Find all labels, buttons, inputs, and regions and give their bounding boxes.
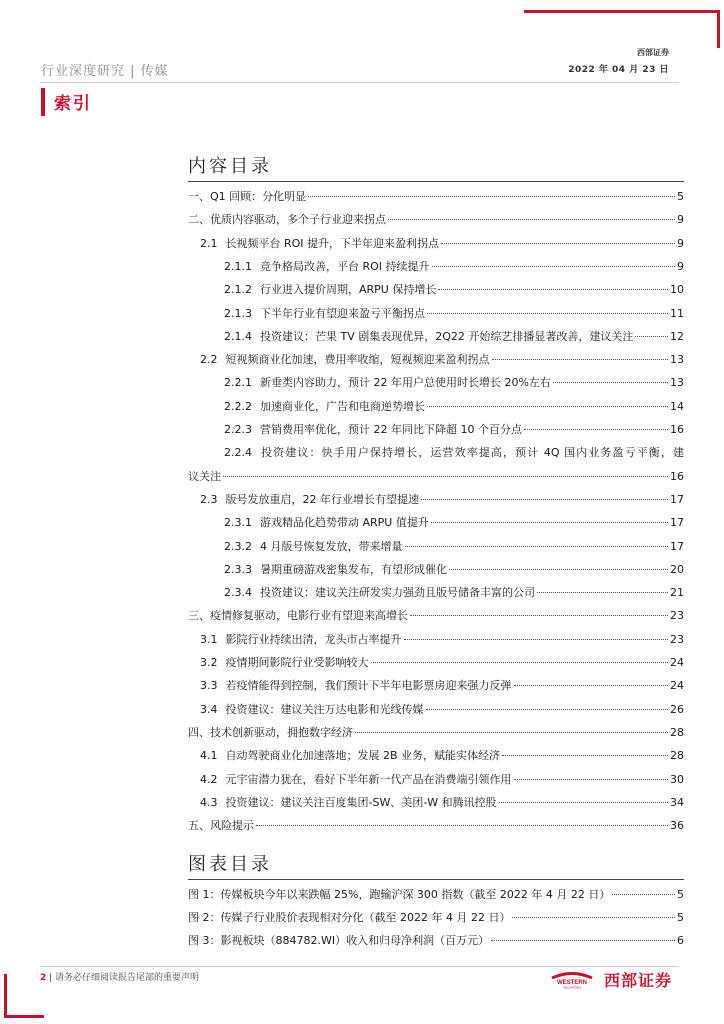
toc-entry-text: 新垂类内容助力，预计 22 年用户总使用时长增长 20%左右	[260, 376, 551, 390]
toc-entry-text: 一、Q1 回顾：分化明显	[188, 190, 307, 203]
toc-entry-page: 28	[670, 749, 684, 763]
toc-entry-page: 10	[670, 283, 684, 297]
dot-leader	[308, 196, 675, 197]
toc-entry-page: 23	[670, 632, 684, 646]
dot-leader	[438, 289, 668, 290]
toc-entry-number: 3.4	[200, 702, 218, 716]
dot-leader	[410, 615, 668, 616]
toc-entry-number: 3.1	[200, 632, 218, 646]
toc-entry-text: 游戏精品化趋势带动 ARPU 值提升	[260, 516, 429, 530]
toc-entry-text: 疫情期间影院行业受影响较大	[225, 656, 369, 669]
footer-divider	[40, 966, 679, 967]
dot-leader	[502, 755, 668, 756]
index-title: 索引	[54, 94, 92, 114]
toc-entry-text: 行业进入提价周期，ARPU 保持增长	[260, 283, 437, 297]
toc-entry[interactable]	[188, 563, 684, 577]
toc-entry-page: 34	[670, 795, 684, 809]
header-brand: 西部证券	[637, 48, 669, 57]
dot-leader	[514, 685, 669, 686]
toc-entry-page: 16	[670, 423, 684, 436]
toc-entry-text: 影院行业持续出清，龙头市占率提升	[225, 632, 402, 646]
toc-entry-number: 2.2	[200, 353, 218, 367]
figure-entry[interactable]	[188, 911, 684, 925]
toc-entry-number: 2.1.1	[224, 259, 252, 273]
toc-entry-number: 3.2	[200, 656, 218, 669]
dot-leader	[537, 592, 668, 593]
header-divider	[40, 82, 679, 83]
toc-entry-number: 2.1.4	[224, 329, 252, 343]
toc-entry-text: 投资建议：建议关注百度集团-SW、美团-W 和腾讯控股	[225, 795, 497, 809]
figures-title-rule	[188, 879, 684, 880]
dot-leader	[431, 522, 668, 523]
toc-entry[interactable]	[188, 609, 684, 623]
index-accent-bar	[41, 88, 45, 116]
toc-entry-number: 3.3	[200, 679, 218, 693]
report-category: 行业深度研究 | 传媒	[41, 64, 169, 79]
toc-entry-page: 21	[670, 586, 684, 600]
toc-entry[interactable]	[188, 470, 684, 484]
toc-entry-page: 5	[677, 888, 684, 901]
dot-leader	[612, 894, 675, 895]
dot-leader	[421, 499, 668, 500]
dot-leader	[432, 266, 675, 267]
toc-entry-text: 4 月版号恢复发放，带来增量	[260, 539, 403, 553]
toc-entry-page: 36	[670, 819, 684, 833]
toc-entry[interactable]	[188, 796, 684, 810]
logo-en-text: WESTERN	[556, 979, 587, 986]
toc-entry-text: 竞争格局改善，平台 ROI 持续提升	[260, 259, 430, 273]
dot-leader	[404, 639, 669, 640]
dot-leader	[223, 476, 668, 477]
toc-entry-page: 20	[670, 562, 684, 576]
toc-entry-number: 4.2	[200, 772, 218, 786]
dot-leader	[427, 406, 668, 407]
toc-entry[interactable]	[188, 376, 684, 390]
toc-entry-text: 营销费用率优化，预计 22 年同比下降超 10 个百分点	[260, 423, 522, 436]
toc-entry-number: 2.3.3	[224, 562, 252, 576]
toc-title: 内容目录	[188, 156, 272, 177]
toc-entry-page: 9	[677, 259, 684, 273]
toc-entry[interactable]	[188, 749, 684, 763]
toc-entry-page: 23	[670, 609, 684, 623]
toc-entry-number: 2.3.1	[224, 516, 252, 530]
toc-entry-text: 投资建议：建议关注研发实力强劲且版号储备丰富的公司	[260, 586, 535, 600]
toc-entry-page: 17	[670, 492, 684, 506]
toc-entry-text: 版号发放重启，22 年行业增长有望提速	[225, 492, 419, 506]
toc-entry[interactable]	[188, 237, 684, 251]
toc-entry-text-continued: 议关注	[188, 469, 221, 483]
toc-entry-number: 4.1	[200, 749, 218, 763]
toc-entry-text: 图 2：传媒子行业股价表现相对分化（截至 2022 年 4 月 22 日）	[188, 911, 511, 924]
toc-entry-text: 投资建议：建议关注万达电影和光线传媒	[225, 702, 424, 716]
toc-entry-number: 2.2.3	[224, 423, 252, 436]
toc-entry[interactable]	[188, 493, 684, 507]
toc-entry-page: 24	[670, 656, 684, 669]
toc-entry[interactable]	[188, 586, 684, 600]
toc-entry-text: 图 1：传媒板块今年以来跌幅 25%，跑输沪深 300 指数（截至 2022 年 4 月 22 日）	[188, 888, 611, 901]
toc-entry[interactable]	[188, 283, 684, 297]
report-date: 2022 年 04 月 23 日	[568, 65, 669, 75]
toc-entry-page: 17	[670, 516, 684, 530]
toc-entry-page: 6	[677, 934, 684, 947]
dot-leader	[512, 917, 675, 918]
bottom-left-corner-decoration	[4, 973, 47, 1018]
toc-entry-page: 30	[670, 772, 684, 786]
toc-entry[interactable]	[188, 819, 684, 833]
dot-leader	[355, 732, 668, 733]
toc-entry[interactable]	[188, 213, 684, 227]
toc-entry[interactable]	[188, 656, 684, 670]
toc-entry[interactable]	[188, 516, 684, 530]
dot-leader	[256, 825, 668, 826]
toc-entry[interactable]	[188, 773, 684, 787]
toc-entry-page: 14	[670, 399, 684, 413]
toc-entry-text: 下半年行业有望迎来盈亏平衡拐点	[260, 306, 425, 320]
dot-leader	[492, 359, 669, 360]
toc-entry[interactable]	[188, 353, 684, 367]
company-logo	[546, 968, 672, 991]
toc-entry-page: 16	[670, 469, 684, 483]
toc-entry-page: 17	[670, 539, 684, 553]
toc-entry-text: 加速商业化，广告和电商逆势增长	[260, 399, 425, 413]
toc-title-rule	[188, 181, 684, 182]
toc-entry-text: 自动驾驶商业化加速落地；发展 2B 业务，赋能实体经济	[225, 749, 501, 763]
toc-entry-text: 四、技术创新驱动，拥抱数字经济	[188, 725, 353, 739]
toc-entry[interactable]	[188, 260, 684, 274]
toc-entry-text: 长视频平台 ROI 提升，下半年迎来盈利拐点	[225, 236, 440, 250]
toc-entry-number: 2.2.4	[224, 446, 252, 460]
toc-entry-number: 2.2.2	[224, 399, 252, 413]
toc-entry-page: 13	[670, 353, 684, 367]
toc-entry-number: 2.1.2	[224, 283, 252, 297]
logo-brand-text: 西部证券	[603, 971, 672, 990]
toc-entry[interactable]	[188, 633, 684, 647]
toc-entry-page: 9	[677, 213, 684, 227]
dot-leader	[371, 662, 669, 663]
toc-entry[interactable]	[188, 400, 684, 414]
dot-leader	[405, 546, 669, 547]
dot-leader	[441, 243, 675, 244]
toc-entry[interactable]	[188, 703, 684, 717]
dot-leader	[449, 569, 668, 570]
toc-entry-number: 2.1.3	[224, 306, 252, 320]
toc-entry-number: 2.3.2	[224, 539, 252, 553]
toc-entry[interactable]	[188, 330, 684, 344]
dot-leader	[388, 219, 675, 220]
dot-leader	[491, 940, 675, 941]
top-right-corner-decoration	[524, 10, 720, 48]
toc-entry-page: 24	[670, 679, 684, 693]
toc-entry-number: 4.3	[200, 795, 218, 809]
dot-leader	[426, 709, 669, 710]
toc-entry-page: 9	[677, 236, 684, 250]
figures-title: 图表目录	[188, 854, 272, 875]
toc-entry-text: 图 3：影视板块（884782.WI）收入和归母净利润（百万元）	[188, 934, 490, 947]
western-logo-icon	[546, 971, 598, 989]
toc-entry-text: 短视频商业化加速，费用率收缩，短视频迎来盈利拐点	[225, 353, 490, 367]
footer-disclaimer: 2 | 请务必仔细阅读报告尾部的重要声明	[40, 973, 200, 983]
toc-entry-text: 暑期重磅游戏密集发布，有望形成催化	[260, 562, 447, 576]
toc-entry-page: 12	[670, 329, 684, 343]
toc-entry-text: 二、优质内容驱动，多个子行业迎来拐点	[188, 213, 386, 227]
toc-entry-number: 2.3	[200, 492, 218, 506]
dot-leader	[635, 336, 668, 337]
toc-entry[interactable]	[188, 423, 684, 437]
page-number: 2	[40, 973, 47, 983]
dot-leader	[514, 779, 669, 780]
toc-entry[interactable]	[188, 190, 684, 204]
toc-entry-page: 26	[670, 702, 684, 716]
toc-entry-text: 若疫情能得到控制，我们预计下半年电影票房迎来强力反弹	[225, 679, 512, 693]
toc-entry-wrapped[interactable]	[224, 446, 684, 460]
toc-entry[interactable]	[188, 307, 684, 321]
dot-leader	[553, 382, 668, 383]
toc-entry-text: 三、疫情修复驱动，电影行业有望迎来高增长	[188, 609, 408, 623]
toc-entry-page: 5	[677, 911, 684, 924]
toc-entry-page: 28	[670, 725, 684, 739]
dot-leader	[524, 429, 668, 430]
dot-leader	[499, 802, 668, 803]
toc-entry-page: 5	[677, 190, 684, 203]
dot-leader	[427, 313, 668, 314]
figure-entry[interactable]	[188, 934, 684, 948]
toc-entry-text: 投资建议：芒果 TV 剧集表现优异，2Q22 开始综艺排播显著改善，建议关注	[260, 329, 634, 343]
toc-entry-text: 元宇宙潜力犹在，看好下半年新一代产品在消费端引领作用	[225, 772, 512, 786]
toc-entry[interactable]	[188, 679, 684, 693]
toc-entry-text: 投资建议：快手用户保持增长，运营效率提高，预计 4Q 国内业务盈亏平衡，建	[260, 446, 684, 460]
toc-entry-number: 2.1	[200, 236, 218, 250]
figure-entry[interactable]	[188, 888, 684, 902]
toc-entry-page: 13	[670, 376, 684, 390]
disclaimer-text: 请务必仔细阅读报告尾部的重要声明	[55, 973, 200, 983]
toc-entry-number: 2.2.1	[224, 376, 252, 390]
toc-entry-number: 2.3.4	[224, 586, 252, 600]
toc-entry-page: 11	[670, 306, 684, 320]
logo-en-sub-text: SECURITIES	[562, 985, 581, 989]
toc-entry[interactable]	[188, 540, 684, 554]
toc-entry-text: 五、风险提示	[188, 819, 254, 833]
toc-entry[interactable]	[188, 726, 684, 740]
